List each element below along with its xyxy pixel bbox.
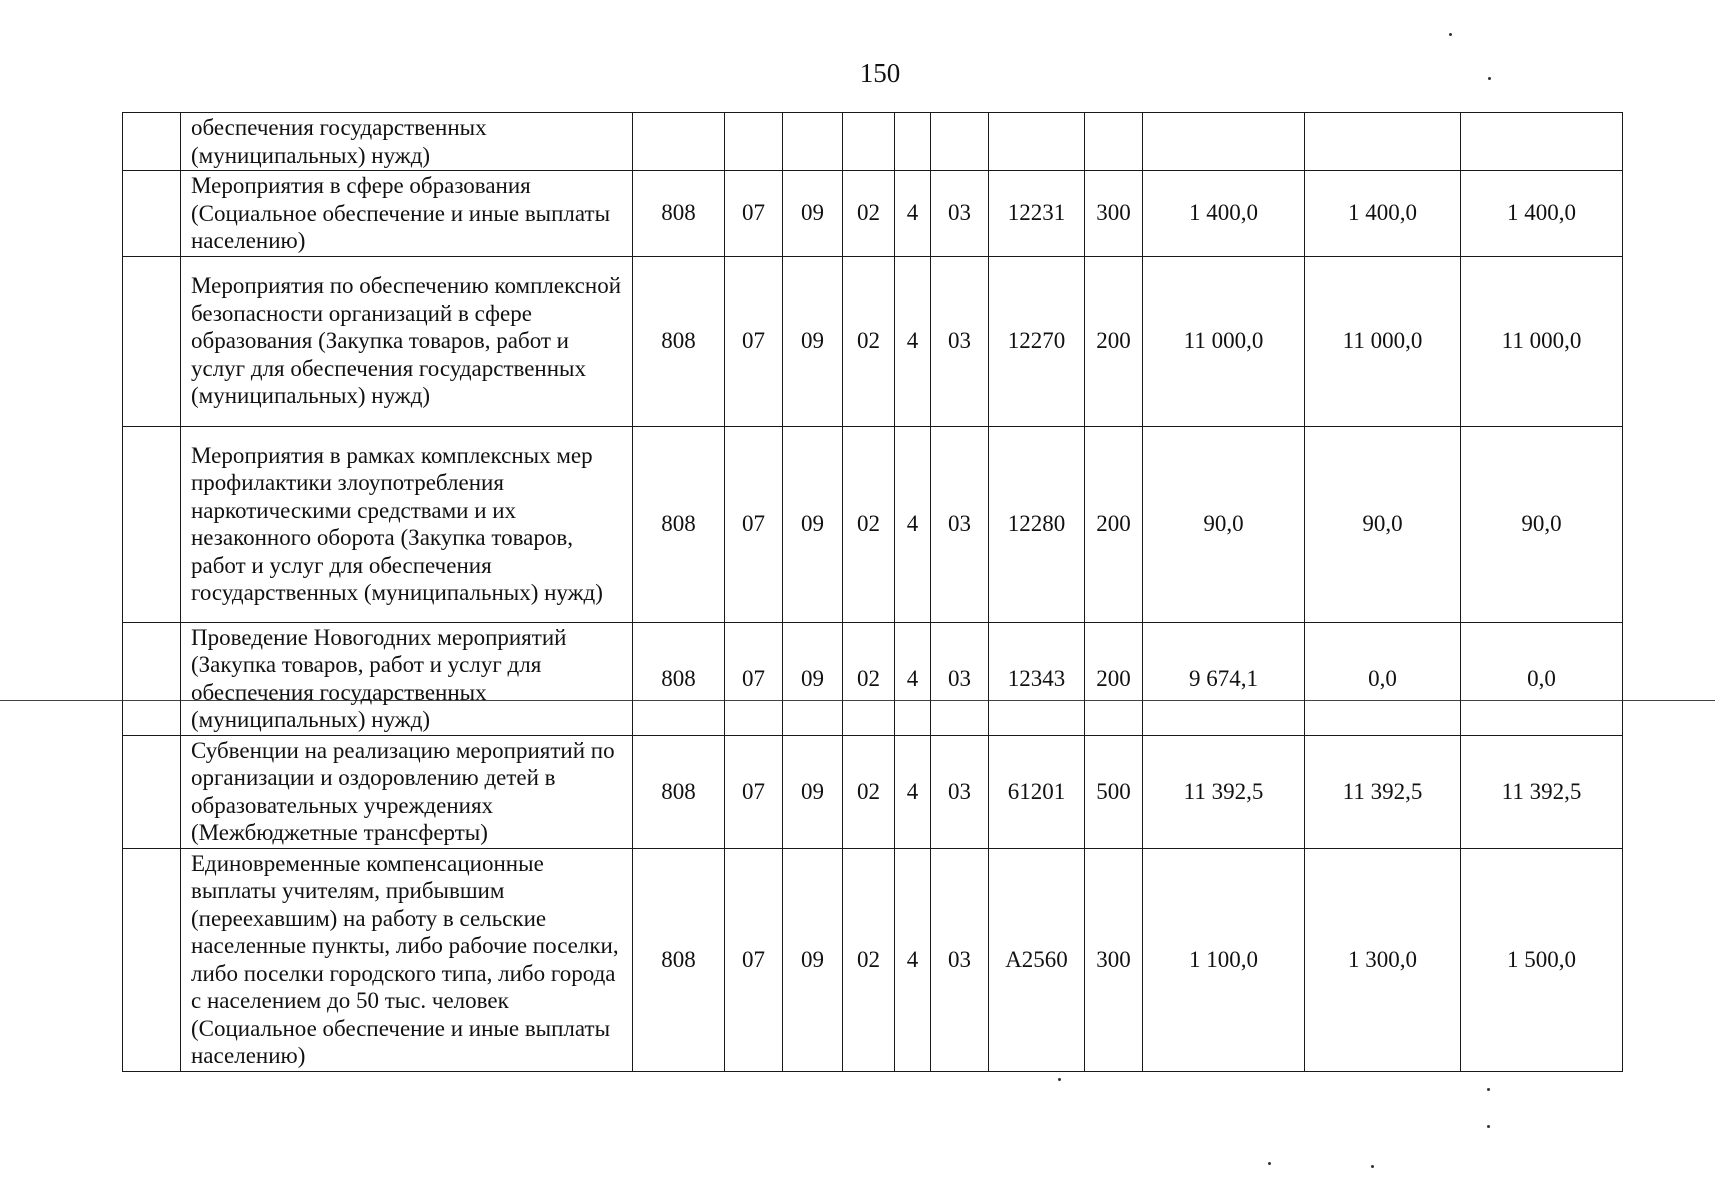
direction-code-cell: А2560 (989, 848, 1085, 1071)
amount-year3-cell: 1 400,0 (1461, 171, 1623, 257)
description-cell: Единовременные компенсационные выплаты учителям, прибывшим (переехавшим) на работу в сельские населенные пункты, либо рабочие поселки, либо поселки городского типа, либо города с населением до 50 тыс. человек (Социальное обеспечение и иные выплаты населению) (181, 848, 633, 1071)
amount-year2-cell: 0,0 (1305, 622, 1461, 735)
scan-speck (1449, 33, 1452, 36)
table-row (123, 256, 1623, 426)
amount-year3-cell: 1 500,0 (1461, 848, 1623, 1071)
description-cell: Мероприятия в рамках комплексных мер профилактики злоупотребления наркотическими средствами и их незаконного оборота (Закупка товаров, работ и услуг для обеспечения государственных (муниципальных) нужд) (181, 426, 633, 622)
program-code-cell: 02 (843, 735, 895, 848)
section-code-cell: 07 (725, 256, 783, 426)
ved-code-cell: 808 (633, 256, 725, 426)
expense-type-code-cell (1085, 113, 1143, 171)
subsection-code-cell: 09 (783, 622, 843, 735)
event-group-code-cell: 03 (931, 256, 989, 426)
amount-year1-cell: 9 674,1 (1143, 622, 1305, 735)
budget-table (122, 112, 1623, 1072)
section-code-cell: 07 (725, 426, 783, 622)
subprogram-code-cell: 4 (895, 848, 931, 1071)
ved-code-cell: 808 (633, 735, 725, 848)
subprogram-code-cell: 4 (895, 171, 931, 257)
amount-year3-cell: 11 392,5 (1461, 735, 1623, 848)
amount-year1-cell: 1 400,0 (1143, 171, 1305, 257)
subsection-code-cell: 09 (783, 735, 843, 848)
scan-speck (1268, 1162, 1271, 1165)
subsection-code-cell (783, 113, 843, 171)
amount-year2-cell: 1 300,0 (1305, 848, 1461, 1071)
program-code-cell: 02 (843, 848, 895, 1071)
event-group-code-cell: 03 (931, 622, 989, 735)
amount-year1-cell: 90,0 (1143, 426, 1305, 622)
ved-code-cell: 808 (633, 426, 725, 622)
amount-year3-cell: 90,0 (1461, 426, 1623, 622)
section-code-cell: 07 (725, 622, 783, 735)
description-cell: Мероприятия в сфере образования (Социальное обеспечение и иные выплаты населению) (181, 171, 633, 257)
subprogram-code-cell: 4 (895, 622, 931, 735)
event-group-code-cell (931, 113, 989, 171)
scan-speck (1488, 77, 1491, 80)
ved-code-cell: 808 (633, 622, 725, 735)
ved-code-cell: 808 (633, 848, 725, 1071)
page-number: 150 (859, 58, 901, 88)
subprogram-code-cell: 4 (895, 426, 931, 622)
amount-year1-cell (1143, 113, 1305, 171)
subsection-code-cell: 09 (783, 171, 843, 257)
row-marker-cell (123, 171, 181, 257)
direction-code-cell: 61201 (989, 735, 1085, 848)
direction-code-cell: 12231 (989, 171, 1085, 257)
subprogram-code-cell (895, 113, 931, 171)
amount-year1-cell: 11 000,0 (1143, 256, 1305, 426)
section-code-cell: 07 (725, 848, 783, 1071)
amount-year2-cell (1305, 113, 1461, 171)
row-marker-cell (123, 113, 181, 171)
amount-year2-cell: 90,0 (1305, 426, 1461, 622)
amount-year1-cell: 1 100,0 (1143, 848, 1305, 1071)
program-code-cell (843, 113, 895, 171)
amount-year3-cell: 0,0 (1461, 622, 1623, 735)
description-cell: Мероприятия по обеспечению комплексной безопасности организаций в сфере образования (Закупка товаров, работ и услуг для обеспечения государственных (муниципальных) нужд) (181, 256, 633, 426)
program-code-cell: 02 (843, 426, 895, 622)
subprogram-code-cell: 4 (895, 256, 931, 426)
fold-line (0, 700, 1715, 701)
event-group-code-cell: 03 (931, 426, 989, 622)
subprogram-code-cell: 4 (895, 735, 931, 848)
table-body (123, 113, 1623, 1072)
ved-code-cell (633, 113, 725, 171)
expense-type-code-cell: 500 (1085, 735, 1143, 848)
scan-speck (1487, 1125, 1490, 1128)
row-marker-cell (123, 735, 181, 848)
row-marker-cell (123, 622, 181, 735)
expense-type-code-cell: 200 (1085, 256, 1143, 426)
direction-code-cell: 12280 (989, 426, 1085, 622)
description-cell: Проведение Новогодних мероприятий (Закупка товаров, работ и услуг для обеспечения государственных (муниципальных) нужд) (181, 622, 633, 735)
amount-year1-cell: 11 392,5 (1143, 735, 1305, 848)
program-code-cell: 02 (843, 171, 895, 257)
amount-year2-cell: 1 400,0 (1305, 171, 1461, 257)
program-code-cell: 02 (843, 256, 895, 426)
row-marker-cell (123, 256, 181, 426)
expense-type-code-cell: 300 (1085, 171, 1143, 257)
expense-type-code-cell: 300 (1085, 848, 1143, 1071)
direction-code-cell: 12343 (989, 622, 1085, 735)
table-row (123, 171, 1623, 257)
subsection-code-cell: 09 (783, 256, 843, 426)
expense-type-code-cell: 200 (1085, 622, 1143, 735)
row-marker-cell (123, 426, 181, 622)
direction-code-cell (989, 113, 1085, 171)
subsection-code-cell: 09 (783, 426, 843, 622)
scan-speck (1371, 1165, 1374, 1168)
table-row (123, 426, 1623, 622)
scan-speck (1058, 1078, 1061, 1081)
row-marker-cell (123, 848, 181, 1071)
description-cell: обеспечения государственных (муниципальных) нужд) (181, 113, 633, 171)
amount-year2-cell: 11 000,0 (1305, 256, 1461, 426)
program-code-cell: 02 (843, 622, 895, 735)
direction-code-cell: 12270 (989, 256, 1085, 426)
scan-speck (1487, 1088, 1490, 1091)
table-row (123, 622, 1623, 735)
event-group-code-cell: 03 (931, 171, 989, 257)
amount-year2-cell: 11 392,5 (1305, 735, 1461, 848)
table-row (123, 848, 1623, 1071)
amount-year3-cell (1461, 113, 1623, 171)
table-row (123, 735, 1623, 848)
description-cell: Субвенции на реализацию мероприятий по организации и оздоровлению детей в образовательных учреждениях (Межбюджетные трансферты) (181, 735, 633, 848)
amount-year3-cell: 11 000,0 (1461, 256, 1623, 426)
event-group-code-cell: 03 (931, 735, 989, 848)
event-group-code-cell: 03 (931, 848, 989, 1071)
expense-type-code-cell: 200 (1085, 426, 1143, 622)
ved-code-cell: 808 (633, 171, 725, 257)
section-code-cell: 07 (725, 171, 783, 257)
subsection-code-cell: 09 (783, 848, 843, 1071)
section-code-cell (725, 113, 783, 171)
section-code-cell: 07 (725, 735, 783, 848)
table-row (123, 113, 1623, 171)
